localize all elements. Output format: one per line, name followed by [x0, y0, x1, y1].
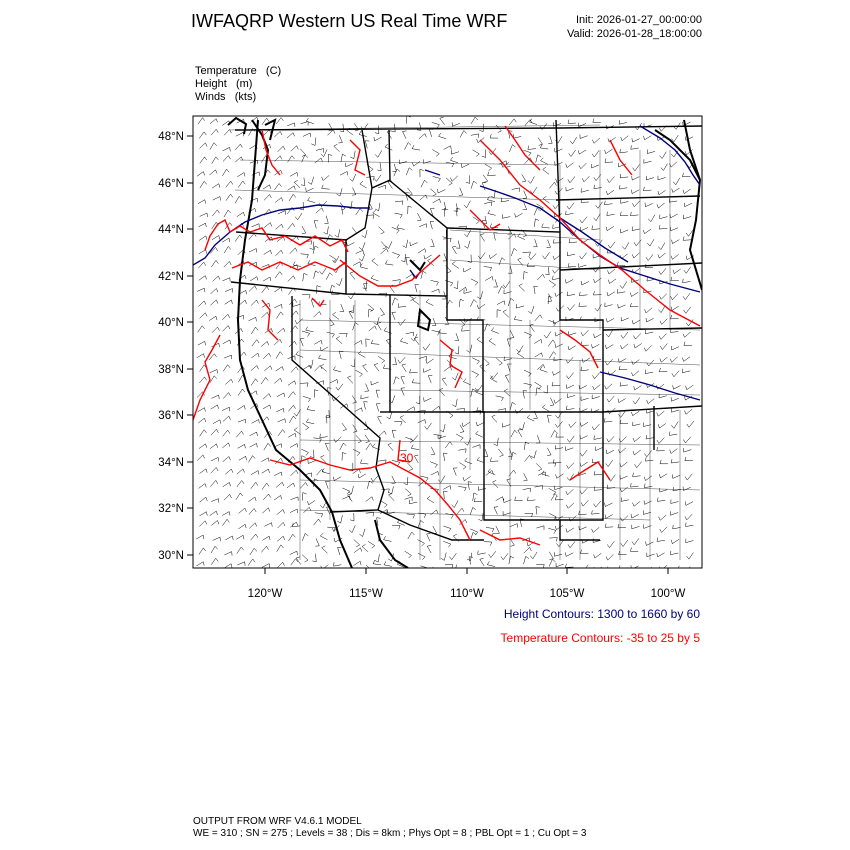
- lat-label: 32°N: [158, 503, 184, 515]
- lat-label: 48°N: [158, 131, 184, 143]
- lat-label: 36°N: [158, 410, 184, 422]
- lon-label: 105°W: [549, 588, 585, 600]
- lat-label: 34°N: [158, 457, 184, 469]
- lon-label: 100°W: [650, 588, 686, 600]
- longitude-labels: [248, 588, 686, 600]
- contour-label-30: 30: [400, 451, 414, 465]
- model-config: WE = 310 ; SN = 275 ; Levels = 38 ; Dis = 8km ; Phys Opt = 8 ; PBL Opt = 1 ; Cu Opt = 3: [193, 828, 587, 839]
- model-version: OUTPUT FROM WRF V4.6.1 MODEL: [193, 816, 362, 827]
- model-footer: [193, 816, 586, 840]
- height-contour-legend: Height Contours: 1300 to 1660 by 60: [503, 607, 700, 621]
- field-temperature: Temperature (C): [195, 65, 282, 77]
- lon-label: 120°W: [247, 588, 283, 600]
- wind-barb: [313, 568, 317, 576]
- lon-label: 110°W: [450, 588, 484, 600]
- lat-label: 30°N: [158, 550, 184, 562]
- init-time: Init: 2026-01-27_00:00:00: [576, 14, 702, 26]
- temperature-contour-legend: Temperature Contours: -35 to 25 by 5: [500, 631, 700, 645]
- lat-label: 38°N: [158, 364, 184, 376]
- map-title: IWFAQRP Western US Real Time WRF: [191, 11, 508, 31]
- lat-label: 42°N: [158, 271, 184, 283]
- lon-label: 115°W: [349, 588, 383, 600]
- lat-label: 40°N: [158, 317, 184, 329]
- lat-label: 44°N: [158, 224, 184, 236]
- valid-time: Valid: 2026-01-28_18:00:00: [567, 28, 702, 40]
- latitude-labels: [158, 131, 184, 562]
- field-height: Height (m): [195, 78, 253, 90]
- lat-label: 46°N: [158, 178, 184, 190]
- field-winds: Winds (kts): [195, 91, 257, 103]
- map-area: [193, 116, 702, 576]
